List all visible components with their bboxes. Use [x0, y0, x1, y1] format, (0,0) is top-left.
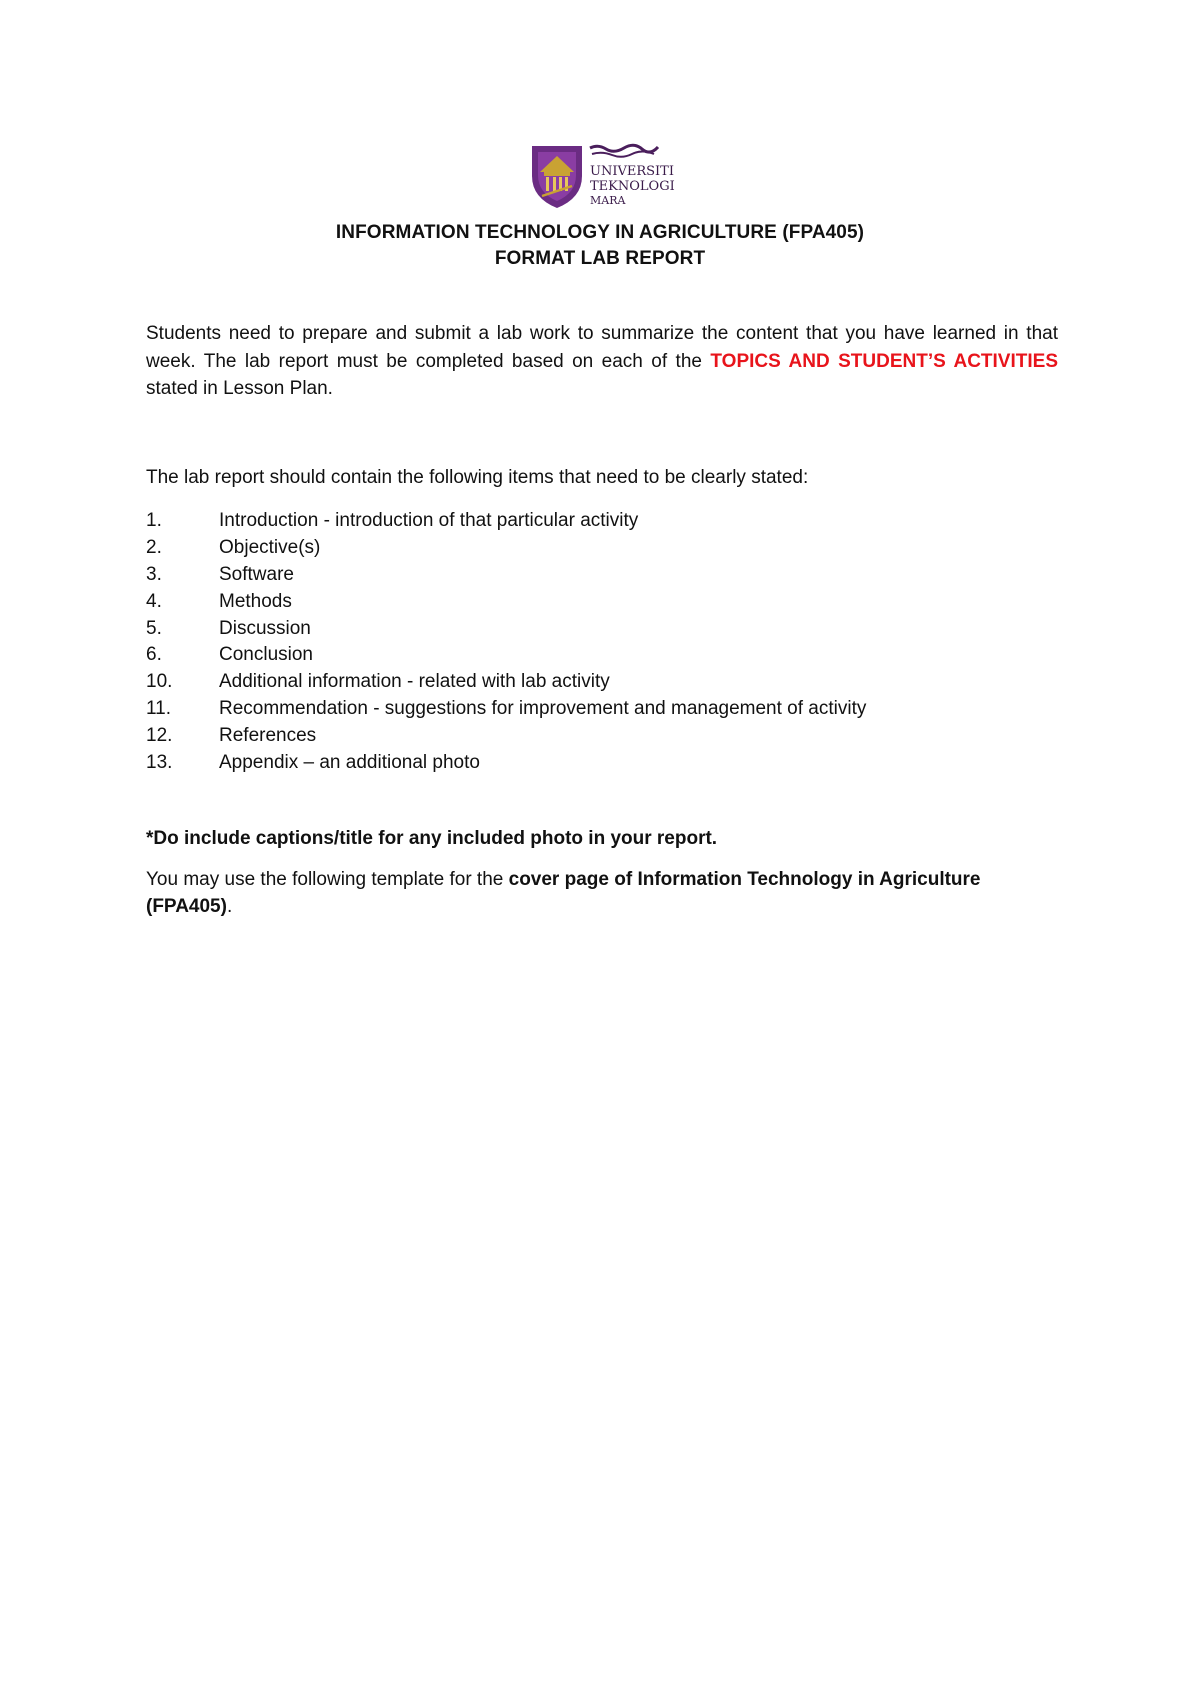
item-text: Software	[219, 563, 294, 585]
item-text: Discussion	[219, 617, 311, 639]
item-number: 2.	[146, 536, 162, 558]
intro-text-before: Students need to prepare and submit a lab work to summarize the content that you have learned in that week. The lab report must be completed based on each of the	[146, 323, 1058, 372]
document-subtitle: FORMAT LAB REPORT	[494, 248, 706, 269]
list-item	[146, 723, 1058, 750]
cover-page-note	[146, 866, 1058, 920]
item-number: 3.	[146, 563, 162, 585]
topics-activities-highlight: TOPICS AND STUDENT’S ACTIVITIES	[710, 350, 1058, 372]
svg-text:UNIVERSITI: UNIVERSITI	[590, 164, 674, 179]
list-item	[146, 750, 1058, 777]
report-items-list	[146, 508, 1058, 777]
svg-text:TEKNOLOGI: TEKNOLOGI	[590, 179, 675, 194]
item-number: 12.	[146, 725, 173, 747]
list-item	[146, 696, 1058, 723]
cover-text-after: .	[226, 896, 233, 917]
list-item	[146, 642, 1058, 669]
cover-text-bold: cover page of Information Technology in Agriculture (FPA405)	[146, 869, 981, 917]
item-number: 1.	[146, 510, 162, 531]
cover-text-before: You may use the following template for the	[146, 869, 509, 890]
intro-paragraph	[146, 320, 1058, 403]
item-text: Conclusion	[219, 644, 313, 666]
items-lead: The lab report should contain the following items that need to be clearly stated:	[146, 467, 809, 488]
university-logo	[528, 142, 678, 210]
document-title: INFORMATION TECHNOLOGY IN AGRICULTURE (FPA405)	[335, 222, 865, 243]
list-item	[146, 508, 1058, 535]
item-text: Additional information - related with lab activity	[219, 671, 610, 693]
item-number: 5.	[146, 617, 162, 639]
uitm-crest-icon	[528, 142, 678, 210]
list-item	[146, 535, 1058, 562]
svg-text:MARA: MARA	[590, 194, 626, 207]
item-text: Appendix – an additional photo	[219, 752, 480, 774]
item-text: Methods	[219, 590, 292, 612]
item-text: Objective(s)	[219, 536, 321, 558]
list-item	[146, 669, 1058, 696]
item-number: 11.	[146, 698, 172, 720]
item-text: Recommendation - suggestions for improvement and management of activity	[219, 698, 867, 720]
item-number: 13.	[146, 752, 173, 774]
item-text: Introduction - introduction of that particular activity	[219, 510, 639, 531]
list-item	[146, 562, 1058, 589]
photo-caption-note: *Do include captions/title for any included photo in your report.	[146, 828, 718, 849]
item-number: 4.	[146, 590, 162, 612]
item-number: 10.	[146, 671, 173, 693]
list-item	[146, 616, 1058, 643]
intro-text-after: stated in Lesson Plan.	[146, 378, 333, 399]
item-text: References	[219, 725, 317, 747]
list-item	[146, 589, 1058, 616]
item-number: 6.	[146, 644, 162, 666]
